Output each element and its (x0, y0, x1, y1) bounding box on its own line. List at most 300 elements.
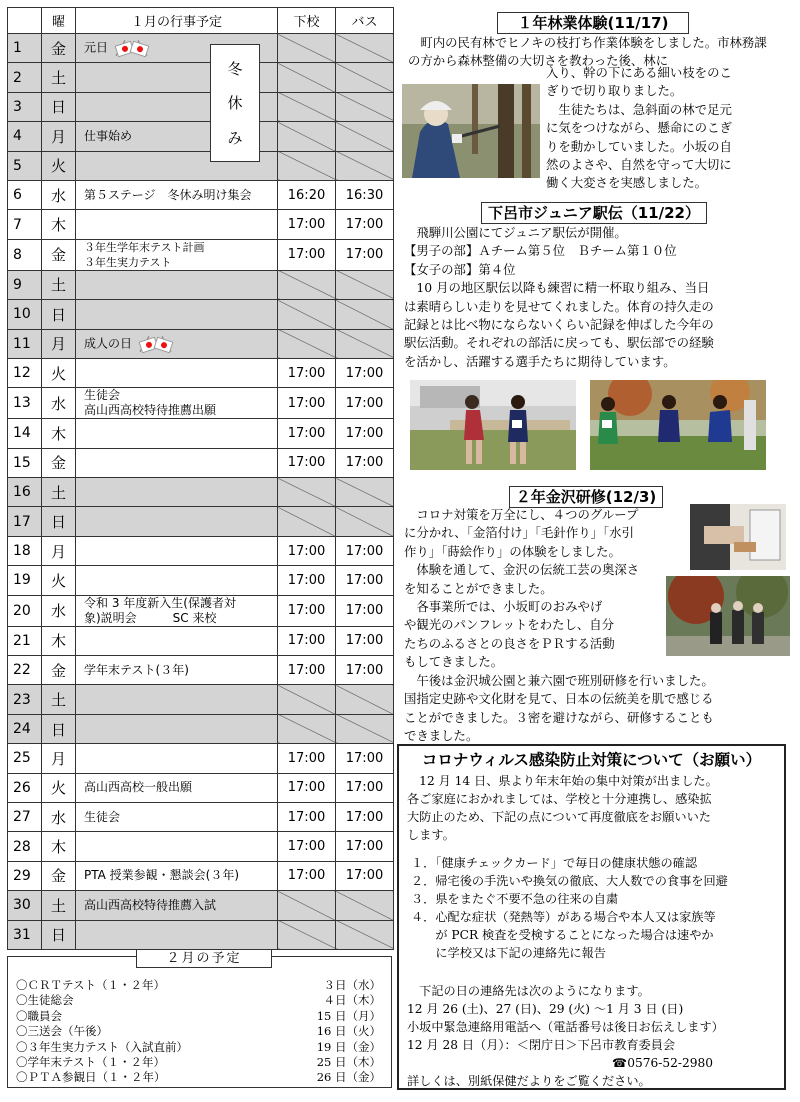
header-weekday: 曜 (42, 8, 76, 34)
kanazawa-line: 国指定史跡や文化財を見て、日本の伝統美を肌で感じる (404, 691, 714, 707)
japan-flags-icon (114, 40, 150, 56)
calendar-dismissal-time: 17:00 (278, 239, 336, 270)
calendar-weekday: 土 (42, 478, 76, 507)
calendar-date-number: 28 (8, 832, 42, 861)
calendar-weekday: 水 (42, 802, 76, 831)
calendar-dismissal-time (278, 122, 336, 151)
calendar-weekday: 金 (42, 34, 76, 63)
calendar-bus-time: 17:00 (336, 832, 394, 861)
calendar-weekday: 木 (42, 626, 76, 655)
corona-measure: ４．心配な症状（発熱等）がある場合や本人又は家族等 (411, 910, 716, 924)
kanazawa-line: や観光のパンフレットをわたし、自分 (404, 617, 615, 633)
kanazawa-photo-1 (690, 504, 786, 570)
calendar-dismissal-time: 17:00 (278, 861, 336, 890)
january-calendar (7, 7, 394, 950)
forest-line: ぎりで切り取りました。 (546, 83, 683, 99)
calendar-weekday: 水 (42, 595, 76, 626)
calendar-bus-time: 17:00 (336, 448, 394, 477)
calendar-row (8, 300, 394, 329)
ekiden-photo-2 (590, 380, 766, 470)
calendar-event-cell (76, 714, 278, 743)
calendar-bus-time (336, 34, 394, 63)
calendar-row (8, 802, 394, 831)
calendar-event-cell (76, 300, 278, 329)
forest-line: 然のよさや、自然を守って大切に (546, 157, 732, 173)
calendar-weekday: 木 (42, 210, 76, 239)
corona-notice-title: コロナウィルス感染防止対策について（お願い） (421, 751, 762, 769)
calendar-row (8, 63, 394, 92)
calendar-event-text: ３年生実力テスト (84, 255, 172, 269)
corona-measure: ３．県をまたぐ不要不急の往来の自粛 (411, 892, 619, 906)
forest-line: に気をつけながら、懸命にのこぎ (546, 120, 732, 136)
calendar-dismissal-time (278, 63, 336, 92)
calendar-header-row (8, 8, 394, 34)
calendar-date-number: 30 (8, 891, 42, 920)
calendar-event-cell (76, 180, 278, 209)
calendar-dismissal-time: 17:00 (278, 656, 336, 685)
calendar-weekday: 金 (42, 239, 76, 270)
calendar-row (8, 448, 394, 477)
calendar-date-number: 29 (8, 861, 42, 890)
corona-line: 大防止のため、下記の点について再度徹底をお願いいた (407, 810, 711, 824)
calendar-dismissal-time: 17:00 (278, 832, 336, 861)
calendar-date-number: 23 (8, 685, 42, 714)
calendar-row (8, 832, 394, 861)
calendar-row (8, 773, 394, 802)
february-item-date: 15 日（月） (316, 1008, 381, 1023)
calendar-weekday: 木 (42, 832, 76, 861)
corona-footer: 詳しくは、別紙保健だよりをご覧ください。 (407, 1074, 651, 1088)
calendar-row (8, 358, 394, 387)
calendar-bus-time (336, 920, 394, 949)
calendar-date-number: 17 (8, 507, 42, 536)
calendar-bus-time (336, 63, 394, 92)
calendar-dismissal-time (278, 685, 336, 714)
winter-break-char: 休 (227, 94, 243, 113)
calendar-date-number: 18 (8, 536, 42, 565)
calendar-bus-time (336, 329, 394, 358)
calendar-dismissal-time: 17:00 (278, 448, 336, 477)
calendar-weekday: 日 (42, 300, 76, 329)
calendar-event-text: 生徒会 (84, 388, 121, 403)
kanazawa-body (404, 506, 690, 672)
kanazawa-line: ことができました。３密を避けながら、研修することも (404, 709, 714, 725)
calendar-dismissal-time (278, 714, 336, 743)
calendar-weekday: 水 (42, 180, 76, 209)
february-item-date: 26 日（金） (316, 1070, 381, 1085)
ekiden-line: を活かし、活躍する選手たちに期待しています。 (404, 353, 676, 369)
calendar-event-text: 元日 (84, 40, 109, 55)
ekiden-section-title: 下呂市ジュニア駅伝（11/22） (481, 202, 707, 224)
calendar-bus-time: 17:00 (336, 210, 394, 239)
calendar-date-number: 7 (8, 210, 42, 239)
calendar-event-text: 高山西高校特待推薦出願 (84, 403, 217, 418)
calendar-event-cell (76, 388, 278, 419)
calendar-date-number: 11 (8, 329, 42, 358)
calendar-dismissal-time (278, 920, 336, 949)
kanazawa-line: 作り」「蒔絵作り」の体験をしました。 (404, 543, 621, 559)
kanazawa-body-2 (404, 672, 788, 746)
calendar-dismissal-time: 17:00 (278, 626, 336, 655)
calendar-dismissal-time: 17:00 (278, 802, 336, 831)
calendar-bus-time (336, 685, 394, 714)
calendar-event-text: 高山西高校一般出願 (84, 780, 193, 795)
corona-intro (407, 772, 781, 844)
ekiden-photo-1-image (410, 380, 576, 470)
calendar-dismissal-time: 16:20 (278, 180, 336, 209)
calendar-dismissal-time (278, 151, 336, 180)
calendar-bus-time: 17:00 (336, 626, 394, 655)
kanazawa-photo-2-image (666, 576, 790, 656)
calendar-row (8, 891, 394, 920)
february-item-label: 〇職員会 (16, 1008, 62, 1023)
forest-line: 生徒たちは、急斜面の林で足元 (546, 101, 732, 117)
february-schedule-box (7, 951, 392, 1088)
calendar-weekday: 土 (42, 270, 76, 299)
calendar-event-cell (76, 656, 278, 685)
corona-contact (407, 982, 783, 1090)
calendar-weekday: 金 (42, 448, 76, 477)
calendar-dismissal-time (278, 34, 336, 63)
february-schedule-item (16, 978, 381, 993)
forest-photo-image (402, 84, 540, 178)
calendar-row (8, 566, 394, 595)
header-number (8, 8, 42, 34)
calendar-event-cell (76, 891, 278, 920)
forest-intro: 町内の民有林でヒノキの枝打ち作業体験をしました。市林務課の方から森林整備の大切さを教わった後、林に (408, 35, 767, 69)
calendar-date-number: 13 (8, 388, 42, 419)
corona-line: します。 (407, 828, 455, 842)
forest-line: 働く大変さを実感しました。 (546, 175, 708, 191)
kanazawa-line: できました。 (404, 728, 479, 744)
calendar-bus-time: 17:00 (336, 566, 394, 595)
calendar-weekday: 月 (42, 122, 76, 151)
calendar-dismissal-time: 17:00 (278, 210, 336, 239)
calendar-weekday: 金 (42, 656, 76, 685)
kanazawa-line: もしてきました。 (404, 654, 504, 670)
calendar-bus-time (336, 122, 394, 151)
calendar-weekday: 土 (42, 63, 76, 92)
kanazawa-line: を知ることができました。 (404, 580, 553, 596)
calendar-bus-time (336, 300, 394, 329)
ekiden-line: 【男子の部】Ａチーム第５位 Ｂチーム第１０位 (404, 243, 677, 259)
kanazawa-photo-1-image (690, 504, 786, 570)
calendar-date-number: 16 (8, 478, 42, 507)
calendar-event-cell (76, 832, 278, 861)
february-item-date: 19 日（金） (316, 1039, 381, 1054)
calendar-weekday: 火 (42, 151, 76, 180)
calendar-dismissal-time: 17:00 (278, 744, 336, 773)
corona-measures-list (411, 854, 783, 962)
calendar-date-number: 3 (8, 92, 42, 121)
calendar-row (8, 714, 394, 743)
kanazawa-line: たちのふるさとの良さをＰＲする活動 (404, 635, 615, 651)
calendar-event-text: PTA 授業参観・懇談会(３年) (84, 868, 240, 883)
calendar-bus-time (336, 92, 394, 121)
calendar-event-cell (76, 210, 278, 239)
corona-notice-box (397, 744, 786, 1090)
corona-measure: が PCR 検査を受検することになった場合は速やか (411, 928, 714, 942)
calendar-event-cell (76, 239, 278, 270)
calendar-date-number: 24 (8, 714, 42, 743)
calendar-bus-time: 17:00 (336, 656, 394, 685)
february-item-label: 〇学年末テスト（１・２年） (16, 1054, 166, 1069)
february-item-date: ３日（水） (323, 978, 381, 992)
calendar-row (8, 536, 394, 565)
forest-section-title: １年林業体験(11/17) (497, 12, 689, 34)
calendar-row (8, 210, 394, 239)
february-schedule-item (16, 1070, 381, 1085)
calendar-row (8, 92, 394, 121)
winter-break-char: 冬 (227, 59, 243, 78)
forest-line: りを動かしていました。小坂の自 (546, 138, 732, 154)
calendar-weekday: 土 (42, 685, 76, 714)
calendar-row (8, 861, 394, 890)
kanazawa-line: 体験を通して、金沢の伝統工芸の奥深さ (404, 562, 640, 578)
february-schedule-item (16, 1040, 381, 1055)
calendar-date-number: 25 (8, 744, 42, 773)
calendar-weekday: 日 (42, 92, 76, 121)
february-item-label: 〇三送会（午後） (16, 1024, 108, 1039)
calendar-weekday: 月 (42, 744, 76, 773)
calendar-date-number: 9 (8, 270, 42, 299)
calendar-row (8, 478, 394, 507)
calendar-event-cell (76, 536, 278, 565)
calendar-dismissal-time: 17:00 (278, 773, 336, 802)
kanazawa-line: コロナ対策を万全にし、４つのグループ (404, 507, 639, 522)
calendar-dismissal-time (278, 507, 336, 536)
calendar-row (8, 151, 394, 180)
calendar-dismissal-time: 17:00 (278, 358, 336, 387)
calendar-weekday: 火 (42, 773, 76, 802)
calendar-row (8, 419, 394, 448)
calendar-date-number: 4 (8, 122, 42, 151)
corona-measure: に学校又は下記の連絡先に報告 (411, 946, 606, 960)
calendar-event-cell (76, 448, 278, 477)
calendar-bus-time: 17:00 (336, 744, 394, 773)
calendar-bus-time (336, 507, 394, 536)
calendar-bus-time: 17:00 (336, 595, 394, 626)
calendar-event-cell (76, 270, 278, 299)
calendar-event-cell (76, 861, 278, 890)
japan-flags-icon (138, 336, 174, 352)
calendar-bus-time: 16:30 (336, 180, 394, 209)
corona-contact-line: 下記の日の連絡先は次のようになります。 (407, 984, 650, 998)
calendar-event-text: ３年生学年末テスト計画 (84, 240, 205, 254)
february-schedule-item (16, 993, 381, 1008)
ekiden-line: 【女子の部】第４位 (404, 261, 516, 277)
calendar-dismissal-time: 17:00 (278, 536, 336, 565)
calendar-date-number: 20 (8, 595, 42, 626)
calendar-event-text: 成人の日 (84, 336, 133, 351)
calendar-event-cell (76, 920, 278, 949)
calendar-row (8, 388, 394, 419)
corona-line: 12 月 14 日、県より年末年始の集中対策が出ました。 (407, 774, 718, 788)
calendar-weekday: 金 (42, 861, 76, 890)
calendar-row (8, 685, 394, 714)
calendar-weekday: 月 (42, 329, 76, 358)
calendar-date-number: 10 (8, 300, 42, 329)
february-item-label: 〇生徒総会 (16, 993, 74, 1008)
calendar-weekday: 日 (42, 507, 76, 536)
calendar-row (8, 744, 394, 773)
calendar-row (8, 270, 394, 299)
calendar-event-text: 生徒会 (84, 809, 121, 824)
calendar-date-number: 21 (8, 626, 42, 655)
calendar-weekday: 日 (42, 920, 76, 949)
calendar-weekday: 月 (42, 536, 76, 565)
calendar-bus-time (336, 891, 394, 920)
calendar-date-number: 8 (8, 239, 42, 270)
forest-body (546, 64, 782, 193)
calendar-bus-time: 17:00 (336, 388, 394, 419)
february-item-label: 〇３年生実力テスト（入試直前） (16, 1039, 189, 1054)
calendar-bus-time (336, 714, 394, 743)
calendar-row (8, 34, 394, 63)
calendar-weekday: 土 (42, 891, 76, 920)
ekiden-body (404, 224, 788, 371)
calendar-bus-time (336, 270, 394, 299)
calendar-bus-time: 17:00 (336, 802, 394, 831)
calendar-dismissal-time (278, 891, 336, 920)
calendar-dismissal-time (278, 300, 336, 329)
calendar-event-text: 第５ステージ 冬休み明け集会 (84, 187, 252, 202)
calendar-row (8, 626, 394, 655)
calendar-date-number: 14 (8, 419, 42, 448)
calendar-bus-time (336, 478, 394, 507)
calendar-date-number: 2 (8, 63, 42, 92)
calendar-weekday: 火 (42, 358, 76, 387)
calendar-weekday: 日 (42, 714, 76, 743)
february-schedule-item (16, 1024, 381, 1039)
calendar-event-cell (76, 595, 278, 626)
calendar-event-text: 象)説明会 SC 来校 (84, 610, 217, 625)
kanazawa-section-title: ２年金沢研修(12/3) (509, 486, 663, 508)
calendar-date-number: 27 (8, 802, 42, 831)
corona-contact-line: 12 月 28 日（月）：＜閉庁日＞下呂市教育委員会 (407, 1038, 676, 1052)
calendar-dismissal-time (278, 329, 336, 358)
calendar-event-cell (76, 773, 278, 802)
calendar-dismissal-time: 17:00 (278, 388, 336, 419)
corona-measure: １．「健康チェックカード」で毎日の健康状態の確認 (411, 856, 698, 870)
calendar-bus-time: 17:00 (336, 239, 394, 270)
ekiden-line: は素晴らしい走りを見せてくれました。体育の持久走の (404, 298, 714, 314)
calendar-event-cell (76, 566, 278, 595)
calendar-row (8, 656, 394, 685)
header-dismissal: 下校 (278, 8, 336, 34)
calendar-dismissal-time: 17:00 (278, 419, 336, 448)
ekiden-line: 駅伝活動。それぞれの部活に戻っても、駅伝部での経験 (404, 335, 714, 351)
calendar-event-cell (76, 744, 278, 773)
header-bus: バス (336, 8, 394, 34)
corona-contact-line: 小坂中緊急連絡用電話へ（電話番号は後日お伝えします） (407, 1020, 724, 1034)
calendar-date-number: 22 (8, 656, 42, 685)
calendar-event-cell (76, 329, 278, 358)
calendar-bus-time: 17:00 (336, 419, 394, 448)
ekiden-line: 10 月の地区駅伝以降も練習に精一杯取り組み、当日 (404, 280, 710, 296)
winter-break-box (210, 44, 260, 162)
forest-line: 入り、幹の下にある細い枝をのこ (546, 65, 732, 80)
february-item-label: 〇ＰＴＡ参観日（１・２年） (16, 1070, 166, 1085)
calendar-date-number: 19 (8, 566, 42, 595)
kanazawa-line: 各事業所では、小坂町のおみやげ (404, 599, 603, 615)
corona-measure: ２．帰宅後の手洗いや換気の徹底、大人数での食事を回避 (411, 874, 728, 888)
calendar-dismissal-time: 17:00 (278, 566, 336, 595)
calendar-bus-time: 17:00 (336, 358, 394, 387)
calendar-row (8, 180, 394, 209)
calendar-dismissal-time (278, 92, 336, 121)
calendar-row (8, 122, 394, 151)
calendar-date-number: 15 (8, 448, 42, 477)
header-events: １月の行事予定 (76, 8, 278, 34)
calendar-weekday: 火 (42, 566, 76, 595)
calendar-row (8, 329, 394, 358)
calendar-row (8, 920, 394, 949)
calendar-event-text: 仕事始め (84, 128, 133, 143)
calendar-dismissal-time: 17:00 (278, 595, 336, 626)
february-item-date: 25 日（木） (316, 1054, 381, 1069)
kanazawa-line: 午後は金沢城公園と兼六園で班別研修を行いました。 (404, 673, 714, 688)
calendar-row (8, 507, 394, 536)
kanazawa-line: に分かれ、「金箔付け」「毛針作り」「水引 (404, 525, 634, 541)
calendar-event-text: 高山西高校特待推薦入試 (84, 897, 217, 912)
calendar-weekday: 木 (42, 419, 76, 448)
corona-phone: ☎0576-52-2980 (612, 1056, 713, 1070)
calendar-event-cell (76, 419, 278, 448)
calendar-bus-time: 17:00 (336, 536, 394, 565)
corona-contact-line: 12 月 26 (土)、27 (日)、29 (火) ～1 月 3 日 (日) (407, 1002, 684, 1016)
february-schedule-title: ２月の予定 (136, 949, 272, 968)
calendar-bus-time: 17:00 (336, 861, 394, 890)
calendar-date-number: 26 (8, 773, 42, 802)
calendar-event-cell (76, 507, 278, 536)
calendar-bus-time: 17:00 (336, 773, 394, 802)
calendar-event-text: 令和 3 年度新入生(保護者対 (84, 595, 236, 610)
february-item-label: 〇ＣＲＴテスト（１・２年） (16, 978, 166, 992)
calendar-date-number: 31 (8, 920, 42, 949)
ekiden-photo-1 (410, 380, 576, 470)
calendar-event-text: 学年末テスト(３年) (84, 662, 189, 677)
kanazawa-photo-2 (666, 576, 790, 656)
forest-photo (402, 84, 540, 178)
ekiden-line: 記録とは比べ物にならないくらい記録を伸ばした今年の (404, 317, 714, 333)
calendar-dismissal-time (278, 478, 336, 507)
february-schedule-list (16, 978, 381, 1086)
calendar-bus-time (336, 151, 394, 180)
calendar-row (8, 239, 394, 270)
ekiden-line: 飛騨川公園にてジュニア駅伝が開催。 (404, 225, 627, 240)
calendar-event-cell (76, 358, 278, 387)
calendar-event-cell (76, 802, 278, 831)
winter-break-char: み (227, 129, 243, 148)
calendar-event-cell (76, 626, 278, 655)
calendar-date-number: 1 (8, 34, 42, 63)
february-item-date: 16 日（火） (316, 1024, 381, 1039)
ekiden-photo-2-image (590, 380, 766, 470)
calendar-date-number: 12 (8, 358, 42, 387)
corona-line: 各ご家庭におかれましては、学校と十分連携し、感染拡 (407, 792, 712, 806)
calendar-date-number: 6 (8, 180, 42, 209)
calendar-date-number: 5 (8, 151, 42, 180)
february-schedule-item (16, 1009, 381, 1024)
february-schedule-item (16, 1055, 381, 1070)
calendar-row (8, 595, 394, 626)
calendar-dismissal-time (278, 270, 336, 299)
calendar-event-cell (76, 685, 278, 714)
calendar-weekday: 水 (42, 388, 76, 419)
february-item-date: ４日（木） (323, 993, 381, 1008)
calendar-event-cell (76, 478, 278, 507)
